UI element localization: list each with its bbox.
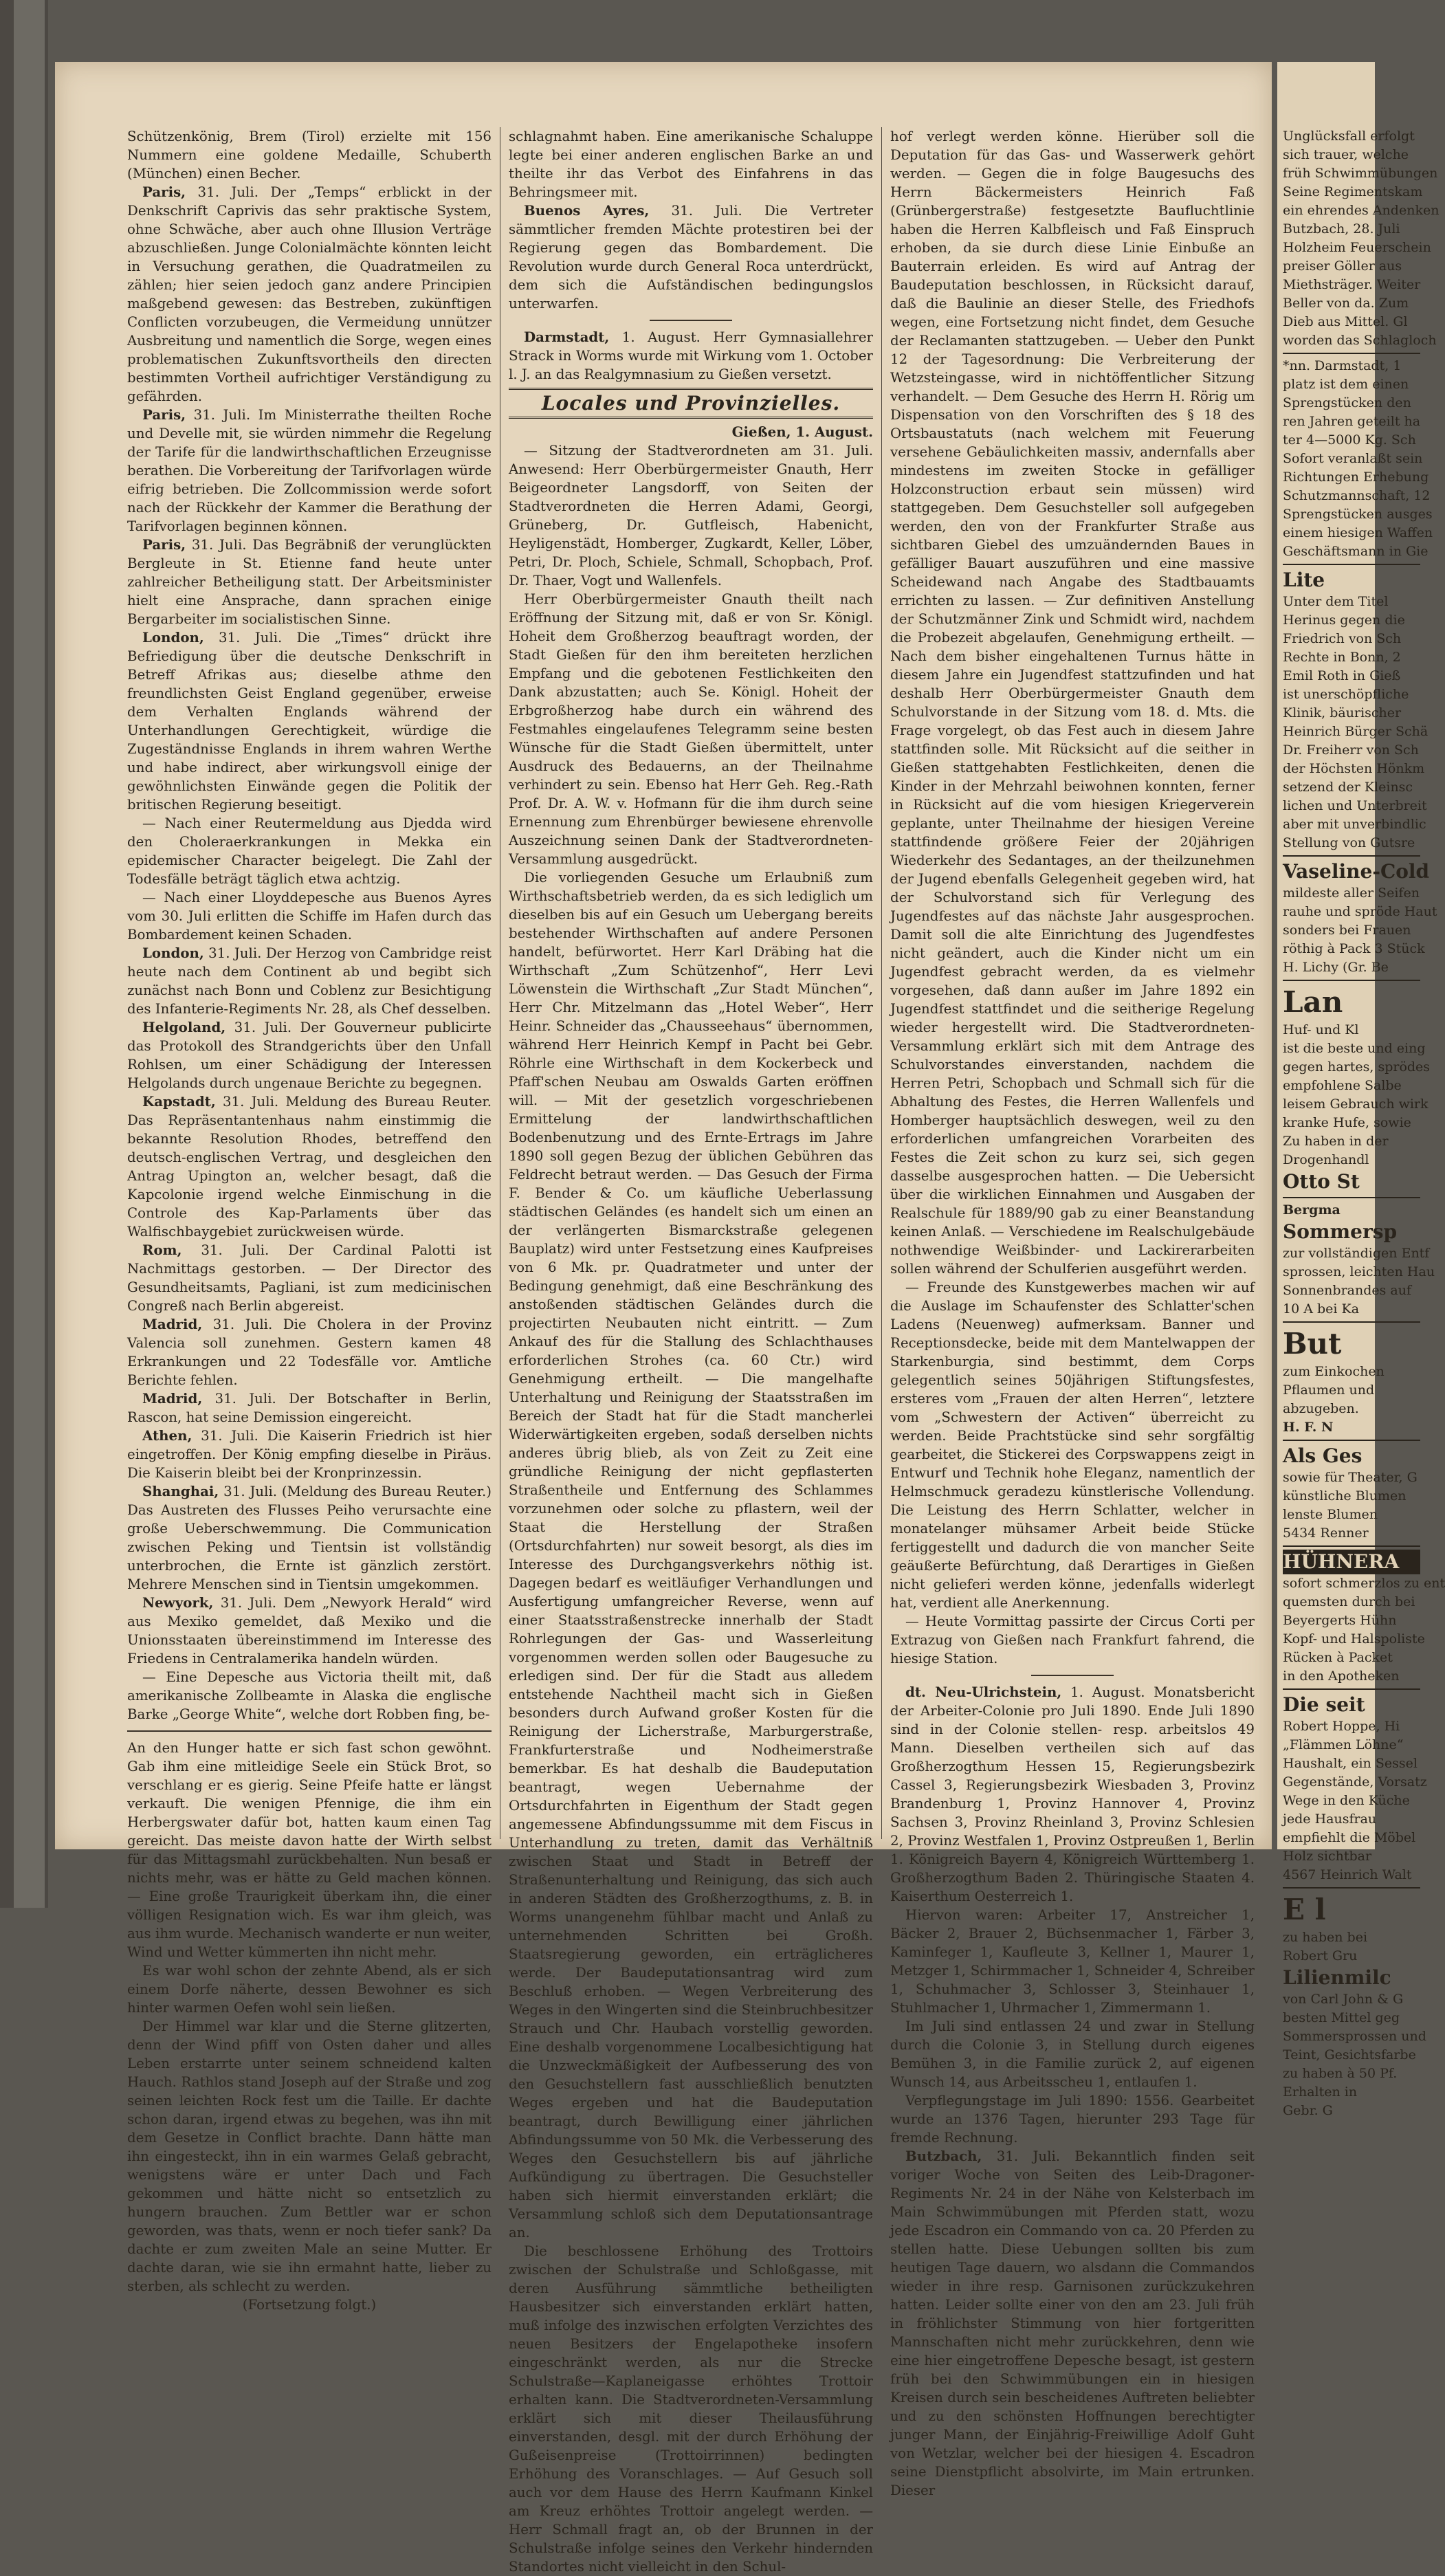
text-line: 5434 Renner [1283,1526,1369,1541]
text-line: Erhalten in [1283,2084,1358,2100]
text-line: Robert Gru [1283,1948,1358,1963]
ad-heading: But [1283,1327,1342,1361]
text-line: H. F. N [1283,1420,1334,1435]
text-line: Schutzmannschaft, 12 [1283,488,1431,503]
text-line: Seine Regimentskam [1283,184,1423,199]
text-line: jede Hausfrau [1283,1812,1377,1827]
text-line: Unter dem Titel [1283,594,1389,609]
article-text: Madrid, 31. Juli. Die Cholera in der Provinz Valencia soll zunehmen. Gestern kamen 48 Erkrankungen und 22 Todesfälle vor. Amtliche Berichte fehlen. [127,1316,492,1388]
text-line: röthig à Pack 3 Stück [1283,941,1425,956]
text-line: leisem Gebrauch wirk [1283,1097,1429,1112]
text-line: ist die beste und eing [1283,1041,1426,1056]
text-line: Butzbach, 28. Juli [1283,221,1400,236]
text-line: Haushalt, ein Sessel [1283,1756,1418,1771]
text-line: Beller von da. Zum [1283,296,1409,311]
article-text: Athen, 31. Juli. Die Kaiserin Friedrich ist hier eingetroffen. Der König empfing dieselbe in Piräus. Die Kaiserin bleibt bei der Kronprinzessin. [127,1427,492,1481]
text-line: Rücken à Packet [1283,1650,1393,1665]
text-line: Gebr. G [1283,2103,1333,2118]
text-line: Huf- und Kl [1283,1022,1359,1037]
article-text: — Sitzung der Stadtverordneten am 31. Juli. Anwesend: Herr Oberbürgermeister Gnauth, Herr Beigeordneter Langsdorff, von Seiten der Stadtverordneten die Herren Adami, Georgi, Grüneberg, Dr. Gutfleisch, Habenicht, Heyligenstädt, Homberger, Zugkardt, Keller, Löber, Petri, Dr. Ploch, Schiele, Schmall, Schopbach, Prof. Dr. Thaer, Vogt und Wallenfels. [509,443,873,588]
text-line: zu haben bei [1283,1930,1368,1945]
feuilleton-text: Der Himmel war klar und die Sterne glitzerten, denn der Wind pfiff von Osten daher und alles Leben erstarrte unter seinem schneidend kalten Hauch. Rathlos stand Joseph auf der Straße und zog seinen leichten Rock fest um die Taille. Er dachte schon daran, irgend etwas zu begehen, was ihn mit dem Gesetze in Conflict brachte. Dann hätte man ihn eingesteckt, ihn in ein warmes Gelaß gebracht, wenigstens wäre er unter Dach und Fach gekommen und hätte nicht so entsetzlich zu hungern brauchen. Zum Bettler war er schon geworden, was thats, wenn er noch tiefer sank? Da dachte er zum zweiten Male an seine Mutter. Er dachte daran, wie sie ihn ermahnt hatte, lieber zu sterben, als schlecht zu werden. [127,2018,492,2294]
text-line: Miethsträger. Weiter [1283,277,1421,292]
divider [1283,1688,1420,1690]
text-line: Heinrich Bürger Schä [1283,724,1429,739]
text-line: zur vollständigen Entf [1283,1246,1430,1261]
text-line: worden das Schlagloch [1283,333,1437,348]
text-line: Teint, Gesichtsfarbe [1283,2047,1416,2062]
text-line: Beyergerts Hühn [1283,1613,1397,1628]
ad-heading: Als Ges [1283,1444,1363,1467]
article-text: Rom, 31. Juli. Der Cardinal Palotti ist Nachmittags gestorben. — Der Director des Gesundheitsamts, Pagliani, ist zum medicinischen Congreß nach Berlin abgereist. [127,1242,492,1314]
continuation-note: (Fortsetzung folgt.) [242,2297,377,2313]
ad-heading: E l [1283,1893,1326,1926]
text-line: Richtungen Erhebung [1283,470,1429,485]
article-text: Paris, 31. Juli. Das Begräbniß der verunglückten Bergleute in St. Etienne fand heute unter zahlreicher Betheiligung statt. Der Arbeitsminister hielt eine Ansprache, dann sprachen einige Bergarbeiter im socialistischen Sinne. [127,536,492,627]
text-line: zu haben à 50 Pf. [1283,2066,1398,2081]
text-line: platz ist dem einen [1283,377,1409,392]
text-line: sowie für Theater, G [1283,1470,1418,1485]
ad-heading: Lan [1283,985,1343,1019]
article-text: — Nach einer Lloyddepesche aus Buenos Ayres vom 30. Juli erlitten die Schiffe im Hafen durch das Bombardement keinen Schaden. [127,890,492,943]
text-line: Otto St [1283,1170,1360,1193]
column-rule [881,127,882,1839]
adjacent-page-text [1283,127,1445,2120]
feuilleton-divider [127,1730,492,1732]
article-text: — Eine Depesche aus Victoria theilt mit, daß amerikanische Zollbeamte in Alaska die englische Barke „George White“, welche dort Robben fing, be- [127,1669,492,1722]
article-text: Helgoland, 31. Juli. Der Gouverneur publicirte das Protokoll des Strandgerichts über den Unfall Rohlsen, um einer Schädigung der Interessen Helgolands durch ungenaue Berichte zu begegnen. [127,1019,492,1091]
text-line: *nn. Darmstadt, 1 [1283,358,1402,373]
text-line: von Carl John & G [1283,1992,1404,2007]
article-text: Die beschlossene Erhöhung des Trottoirs zwischen der Schulstraße und Schloßgasse, mit deren Ausführung sämmtliche betheiligten Hausbesitzer sich einverstanden erklärt hatten, muß infolge des inzwischen erfolgten Verzichtes des neuen Besitzers der Engelapotheke insofern eingeschränkt werden, als nur die Strecke Schulstraße—Kaplaneigasse erhöhtes Trottoir erhalten kann. Die Stadtverordneten-Versammlung erklärt sich mit dieser Theilausführung einverstanden, desgl. mit der durch Erhöhung der Gußeisenpreise (Trottoirrinnen) bedingten Erhöhung des Voranschlages. — Auf Gesuch soll auch vor dem Hause des Herrn Kaufmann Kinkel am Kreuz erhöhtes Trottoir angelegt werden. — Herr Schmall fragt an, ob der Brunnen in der Schulstraße infolge seines den Verkehr hindernden Standortes nicht vielleicht in den Schul- [509,2243,873,2575]
divider [1283,1321,1420,1323]
article-text: Paris, 31. Juli. Der „Temps“ erblickt in der Denkschrift Caprivis das sehr praktische System, ohne Schwäche, aber auch ohne Illusion Verträge abzuschließen. Junge Colonialmächte könnten leicht in Versuchung gerathen, die Quadratmeilen zu zählen; hier seien jedoch ganz andere Principien maßgebend gewesen: das Bestreben, zukünftigen Conflicten vorzubeugen, die Vermeidung unnützer Ausbreitung und namentlich die Sorge, wegen eines problematischen Zukunftsvortheils den directen bestimmten Vortheil aufrichtiger Verständigung zu gefährden. [127,184,492,404]
article-text: hof verlegt werden könne. Hierüber soll die Deputation für das Gas- und Wasserwerk gehört werden. — Gegen die in folge Baugesuchs des Herrn Bäckermeisters Heinrich Faß (Grünbergerstraße) festgesetzte Baufluchtlinie haben die Herren Kalbfleisch und Faß Einspruch erhoben, da sie durch diese Linie Einbuße an Bauterrain erleiden. Es wird auf Antrag der Baudeputation beschlossen, in Rücksicht darauf, daß die Baulinie an dieser Stelle, des Friedhofs wegen, eine Fortsetzung nicht findet, dem Gesuche der Reclamanten stattzugeben. — Ueber den Punkt 12 der Tagesordnung: Die Verbreiterung der Wetzsteingasse, wird in nichtöffentlicher Sitzung verhandelt. — Dem Gesuche des Herrn H. Rörig um Dispensation von den Vorschriften des § 18 des Ortsbaustatuts (nach welchem mit Feuerung versehene Gebäulichkeiten massiv, andernfalls aber mindestens im zweiten Stocke in gefälliger Holzconstruction erbaut sein müssen) wird stattgegeben. Dem Gesuchsteller soll aufgegeben werden, den von der Frankfurter Straße aus sichtbaren Giebel des umzuändernden Baues in gefälliger Bauart auszuführen und eine massive Scheidewand nach Angabe des Stadtbauamts errichten zu lassen. — Zur definitiven Anstellung der Schutzmänner Zink und Schmidt wird, nachdem die Probezeit abgelaufen, Genehmigung ertheilt. — Nach dem bisher eingehaltenen Turnus hätte in diesem Jahre ein Jugendfest stattzufinden und hat deshalb Herr Oberbürgermeister Gnauth dem Schulvorstande in der Sitzung vom 18. d. Mts. die Frage vorgelegt, ob das Fest auch in diesem Jahre stattfinden solle. Mit Rücksicht auf die seither in Gießen stattgehabten Festlichkeiten, denen die Kinder in der Mehrzahl beiwohnen konnten, ferner in Rücksicht auf die vom hiesigen Kriegerverein geplante, unter Theilnahme der hiesigen Vereine stattfindende größere Feier der 20jährigen Wiederkehr des Sedantages, an der theilzunehmen der Jugend ebenfalls Gelegenheit gegeben wird, hat der Schulvorstand sich für Verlegung des Jugendfestes auf das nächste Jahr ausgesprochen. Damit soll die alte Einrichtung des Jugendfestes nicht geändert, auch die Kinder nicht um ein Jugendfest gebracht werden, da es vielmehr vorgesehen, daß dann außer im Jahre 1892 ein Jugendfest stattfindet und die seitherige Regelung wieder hergestellt wird. Die Stadtverordneten-Versammlung erklärt sich mit dem Antrage des Schulvorstandes einverstanden, nachdem die Herren Petri, Schopbach und Schmall sich für die Abhaltung des Festes, die Herren Wallenfels und Homberger hauptsächlich deswegen, weil zu den erforderlichen umfangreichen Vorarbeiten des Festes die Zeit schon zu kurz sei, sich gegen dasselbe ausgesprochen hatten. — Die Uebersicht über die wirklichen Einnahmen und Ausgaben der Realschule für 1889/90 gab zu einer Beanstandung keinen Anlaß. — Verschiedene im Realschulgebäude nothwendige Weißbinder- und Lackirerarbeiten sollen während der Schulferien ausgeführt werden. [890,129,1255,1277]
text-line: „Flämmen Löhne“ [1283,1737,1404,1752]
article-text: — Heute Vormittag passirte der Circus Corti per Extrazug von Gießen nach Frankfurt fahrend, die hiesige Station. [890,1614,1255,1666]
text-line: Sommersprossen und [1283,2029,1426,2044]
text-line: besten Mittel geg [1283,2010,1400,2025]
text-line: lenste Blumen [1283,1507,1378,1522]
text-line: lichen und Unterbreit [1283,798,1427,813]
divider [1283,980,1420,981]
divider [1283,855,1420,857]
article-text: — Freunde des Kunstgewerbes machen wir auf die Auslage im Schaufenster des Schlatter'schen Ladens (Neuenweg) aufmerksam. Banner und Receptionsdecke, beide mit dem Mantelwappen der Starkenburgia, sind bestimmt, dem Corps gelegentlich seines 50jährigen Stiftungsfestes, ersteres vom „Frauen der alten Herren“, letztere vom „Schwestern der Activen“ überreicht zu werden. Beide Prachtstücke sind sehr sorgfältig gearbeitet, die Stickerei des Corpswappens zeigt in Entwurf und Technik hohe Eleganz, namentlich der Helmschmuck geradezu künstlerische Vollendung. Die Leistung des Herrn Schlatter, welcher in monatelanger mühsamer Arbeit beide Stücke fertiggestellt und dadurch die von mancher Seite geäußerte Befürchtung, daß Derartiges in Gießen nicht gelieferi werden könne, jedenfalls widerlegt hat, verdient alle Anerkennung. [890,1279,1255,1611]
article-text: Butzbach, 31. Juli. Bekanntlich finden seit voriger Woche von Seiten des Leib-Dragoner-Regiments Nr. 24 in der Nähe von Kelsterbach im Main Schwimmübungen mit Pferden statt, wozu jede Escadron ein Commando von ca. 20 Pferden zu stellen hatte. Diese Uebungen sollten bis zum heutigen Tage dauern, wo alsdann die Commandos wieder in ihre resp. Garnisonen zurückzukehren hatten. Leider sollte einer von den am 23. Juli früh in fröhlichster Stimmung von hier fortgeritten Mannschaften nicht mehr zurückkehren, denn wie eine hier eingetroffene Depesche besagt, ist gestern früh bei den Schwimmübungen ein in hiesigen Kreisen durch sein bescheidenes Auftreten beliebter und zu den schönsten Hoffnungen berechtigter junger Mann, der Einjährig-Freiwillige Adolf Guht von Wetzlar, welcher bei der hiesigen 4. Escadron seine Dienstpflicht absolvirte, im Main ertrunken. Dieser [890,2148,1255,2498]
text-line: ren Jahren geteilt ha [1283,414,1421,429]
text-line: sonders bei Frauen [1283,923,1411,938]
article-text: Schützenkönig, Brem (Tirol) erzielte mit 156 Nummern eine goldene Medaille, Schuberth (München) einen Becher. [127,129,492,181]
text-line: sofort schmerzlos zu ent [1283,1576,1445,1591]
text-line: Sprengstücken ausges [1283,507,1433,522]
ad-heading: HÜHNERA [1283,1550,1420,1574]
article-text: Herr Oberbürgermeister Gnauth theilt nach Eröffnung der Sitzung mit, daß er von Sr. Königl. Hoheit dem Großherzog beauftragt worden, der Stadt Gießen für den ihm bereiteten herzlichen Empfang und die gebotenen Festlichkeiten den Dank abzustatten; auch Se. Königl. Hoheit der Erbgroßherzog habe durch ein während des Festmahles eingelaufenes Telegramm seine besten Wünsche für die Stadt Gießen übermittelt, unter Ausdruck des Bedauerns, an der Theilnahme verhindert zu sein. Ebenso hat Herr Geh. Reg.-Rath Prof. Dr. A. W. v. Hofmann für die ihm durch seine Ernennung zum Ehrenbürger bewiesene ehrenvolle Auszeichnung seinen Dank der Stadtverordneten-Versammlung ausgedrückt. [509,591,873,867]
article-text: — Nach einer Reutermeldung aus Djedda wird den Choleraerkrankungen in Mekka ein epidemischer Character beigelegt. Die Zahl der Todesfälle beträgt täglich etwa achtzig. [127,815,492,887]
text-line: Holzheim Feuerschein [1283,240,1431,255]
text-line: Lilienmilc [1283,1966,1391,1989]
article-text: Madrid, 31. Juli. Der Botschafter in Berlin, Rascon, hat seine Demission eingereicht. [127,1390,492,1425]
article-divider [1031,1675,1114,1676]
text-line: Geschäftsmann in Gie [1283,544,1429,559]
text-line: künstliche Blumen [1283,1488,1407,1504]
article-text: Buenos Ayres, 31. Juli. Die Vertreter sämmtlicher fremden Mächte protestiren bei der Regierung gegen das Bombardement. Die Revolution wurde durch General Roca unterdrückt, dem sich die Aufständischen bedingungslos unterwarfen. [509,202,874,311]
text-line: rauhe und spröde Haut [1283,904,1437,919]
divider [1283,564,1420,565]
newspaper-page [55,62,1272,2575]
article-text: Darmstadt, 1. August. Herr Gymnasiallehrer Strack in Worms wurde mit Wirkung vom 1. October l. J. an das Realgymnasium zu Gießen versetzt. [509,329,873,382]
text-line: Zu haben in der [1283,1134,1389,1149]
text-line: zum Einkochen [1283,1364,1385,1379]
column-3 [890,127,1255,2498]
text-line: Sonnenbrandes auf [1283,1283,1412,1298]
text-line: Gegenstände, Vorsatz [1283,1774,1427,1790]
text-line: in den Apotheken [1283,1669,1400,1684]
text-line: ein ehrendes Andenken [1283,203,1440,218]
text-line: aber mit unverbindlic [1283,817,1426,832]
ad-heading: Sommersp [1283,1220,1398,1243]
adjacent-page [1277,62,1445,2118]
text-line: Friedrich von Sch [1283,631,1402,646]
text-line: 4567 Heinrich Walt [1283,1867,1412,1882]
ad-heading: Vaseline-Cold [1283,860,1430,883]
text-line: Sofort veranlaßt sein [1283,451,1423,466]
text-line: Herinus gegen die [1283,613,1405,628]
article-text: Die vorliegenden Gesuche um Erlaubniß zum Wirthschaftsbetrieb werden, da es sich lediglich um dieselben bis auf ein Gesuch um Uebergang bereits bestehender Wirthschaften auf andere Personen handelt, befürwortet. Herr Karl Dräbing hat die Wirthschaft „Zum Schützenhof“, Herr Levi Löwenstein die Wirthschaft „Zur Stadt München“, Herr Chr. Mitzelmann das „Hotel Weber“, Herr Heinr. Schneider das „Chausseehaus“ übernommen, während Herr Heinrich Kempf in Pacht bei Gebr. Röhrle eine Wirthschaft in dem Kockerbeck und Pfaff'schen Neubau am Oswalds Garten eröffnen will. — Mit der gesetzlich vorgeschriebenen Ermittelung der landwirthschaftlichen Bodenbenutzung und des Ernte-Ertrags im Jahre 1890 soll gegen Bezug der üblichen Gebühren das Feldrecht betraut werden. — Das Gesuch der Firma F. Bender & Co. um käufliche Ueberlassung städtischen Geländes (es handelt sich um einen an der verlängerten Bismarckstraße gelegenen Bauplatz) wird unter Festsetzung eines Kaufpreises von 6 Mk. pr. Quadratmeter und unter der Bedingung genehmigt, daß eine Beschränkung des anstoßenden städtischen Geländes durch die projectirten Neubauten nicht eintritt. — Zum Ankauf des für die Stallung des Schlachthauses erforderlichen Strohes (ca. 60 Ctr.) wird Genehmigung ertheilt. — Die mangelhafte Unterhaltung und Reinigung der Staatsstraßen im Bereich der Stadt hat für die Stadt mancherlei Widerwärtigkeiten ergeben, sodaß derselben nichts anderes übrig blieb, als von Zeit zu Zeit eine gründliche Reinigung der nicht gepflasterten Straßentheile und Entfernung des Schlammes vorzunehmen oder solche zu pflastern, weil der Staat die Herstellung der Straßen (Ortsdurchfahrten) nur soweit besorgt, als dies im Interesse des Durchgangsverkehrs nöthig ist. Dagegen bedarf es weitläufiger Verhandlungen und Ausfertigung umfangreicher Reverse, wenn auf einer Staatsstraßenstrecke innerhalb der Stadt Rohrlegungen der Gas- und Wasserleitung vorgenommen werden sollen oder Baugesuche zu erledigen sind. Der für die Stadt aus alledem entstehende Nachtheil macht sich in Gießen besonders durch Aufwand großer Kosten für die Reinigung der Licherstraße, Marburgerstraße, Frankfurterstraße und Nodheimerstraße bemerkbar. Es hat deshalb die Baudeputation beantragt, wegen Uebernahme der Ortsdurchfahrten in Eigenthum der Stadt gegen angemessene Abfindungssumme mit dem Fiscus in Unterhandlung zu treten, damit das Verhältniß zwischen Staat und Stadt in Betreff der Straßenunterhaltung und Reinigung, das sich auch in anderen Städten des Großherzogthums, z. B. in Worms unangenehm fühlbar macht und Anlaß zu unternehmenden Schritten bei Großh. Staatsregierung geworden, ein erträglicheres werde. Der Baudeputationsantrag wird zum Beschluß erhoben. — Wegen Verbreiterung des Weges in den Wingerten sind die Steinbruchbesitzer Strauch und Chr. Haubach vorstellig geworden. Eine deshalb vorgenommene Localbesichtigung hat die Unzweckmäßigkeit der Aufbesserung des von den Gesuchstellern fast ausschließlich benutzten Weges ergeben und hat die Baudeputation beantragt, durch Bewilligung einer jährlichen Abfindungssumme von 50 Mk. die Verbesserung des Weges den Gesuchstellern bis auf jährliche Aufkündigung zu übertragen. Die Gesuchsteller haben sich hiermit einverstanden erklärt; die Versammlung schloß sich dem Deputationsantrage an. [509,870,873,2241]
divider [1283,1545,1420,1547]
text-line: Stellung von Gutsre [1283,835,1415,850]
text-line: mildeste aller Seifen [1283,885,1420,901]
article-text: Paris, 31. Juli. Im Ministerrathe theilten Roche und Develle mit, sie würden nimmehr die Regelung der Tarife für die landwirthschaftlichen Erzeugnisse berathen. Die Vorbereitung der Tarifvorlagen würde eifrig betrieben. Die Zollcommission werde sofort nach der Rückkehr der Kammer die Berathung der Tarifvorlagen beginnen können. [127,406,492,534]
text-line: 10 A bei Ka [1283,1301,1360,1317]
text-line: Dr. Freiherr von Sch [1283,742,1419,758]
text-line: Pflaumen und [1283,1383,1375,1398]
text-line: Robert Hoppe, Hi [1283,1719,1400,1734]
text-line: Sprengstücken den [1283,395,1411,410]
text-line: kranke Hufe, sowie [1283,1115,1411,1130]
text-line: H. Lichy (Gr. Be [1283,960,1389,975]
section-rule [509,388,873,390]
text-line: Klinik, bäurischer [1283,705,1402,720]
text-line: Drogenhandl [1283,1152,1369,1167]
column-1 [127,127,492,2313]
text-line: empfohlene Salbe [1283,1078,1402,1093]
article-text: Newyork, 31. Juli. Dem „Newyork Herald“ wird aus Mexiko gemeldet, daß Mexiko und die Unionsstaaten übereinstimmend im Interesse des Friedens in Centralamerika handeln würden. [127,1594,492,1666]
ad-heading: Die seit [1283,1693,1365,1716]
ad-heading: Bergma [1283,1202,1341,1218]
article-text: dt. Neu-Ulrichstein, 1. August. Monatsbericht der Arbeiter-Colonie pro Juli 1890. Ende Juli 1890 sind in der Colonie stellen- resp. arbeitslos 49 Mann. Dieselben vertheilen sich auf das Großherzogthum Hessen 15, Regierungsbezirk Cassel 3, Regierungsbezirk Wiesbaden 3, Provinz Brandenburg 1, Provinz Hannover 4, Provinz Sachsen 3, Provinz Rheinland 3, Provinz Schlesien 2, Provinz Westfalen 1, Provinz Ostpreußen 1, Berlin 1. Königreich Bayern 4, Königreich Württemberg 1. Großherzogthum Baden 2. Thüringische Staaten 4. Kaiserthum Oesterreich 1. [890,1684,1255,1904]
text-line: Emil Roth in Gieß [1283,668,1401,683]
article-text: Shanghai, 31. Juli. (Meldung des Bureau Reuter.) Das Austreten des Flusses Peiho verursachte eine große Ueberschwemmung. Die Communication zwischen Peking und Tientsin ist vollständig unterbrochen, die Ernte ist gänzlich zerstört. Mehrere Menschen sind in Tientsin umgekommen. [127,1483,492,1592]
article-text: Kapstadt, 31. Juli. Meldung des Bureau Reuter. Das Repräsentantenhaus nahm einstimmig die bekannte Resolution Rhodes, betreffend den deutsch-englischen Vertrag, und desgleichen den Antrag Upington an, welcher besagt, daß die Kapcolonie irgend welche Einmischung in die Controle des Kap-Parlaments über das Walfischbaygebiet zurückweisen würde. [127,1093,492,1240]
text-line: abzugeben. [1283,1401,1359,1416]
article-text: London, 31. Juli. Der Herzog von Cambridge reist heute nach dem Continent ab und begibt sich zunächst nach Bonn und Coblenz zur Besichtigung des Infanterie-Regiments Nr. 28, als Chef desselben. [127,945,492,1017]
text-line: setzend der Kleinsc [1283,780,1413,795]
feuilleton-text: Es war wohl schon der zehnte Abend, als er sich einem Dorfe näherte, dessen Bewohner es sich hinter warmen Oefen wohl sein ließen. [127,1963,492,2016]
text-line: einem hiesigen Waffen [1283,525,1433,540]
text-line: gegen hartes, sprödes [1283,1059,1431,1075]
text-line: Rechte in Bonn, 2 [1283,650,1401,665]
text-line: sich trauer, welche [1283,147,1409,162]
article-divider [650,320,732,321]
text-line: empfiehlt die Möbel [1283,1830,1416,1845]
text-line: preiser Göller aus [1283,258,1402,274]
text-line: Wege in den Küche [1283,1793,1410,1808]
ad-heading: Lite [1283,569,1325,591]
text-line: sprossen, leichten Hau [1283,1264,1435,1279]
section-rule [509,417,873,419]
text-line: Kopf- und Halspoliste [1283,1631,1425,1647]
text-line: Unglücksfall erfolgt [1283,129,1415,144]
book-spine-strip [14,0,45,1908]
article-text: Im Juli sind entlassen 24 und zwar in Stellung durch die Colonie 3, in Stellung durch eigenes Bemühen 3, in die Familie zurück 2, auf eigenen Wunsch 14, aus Arbeitsscheu 1, entlaufen 1. [890,2018,1255,2090]
dateline: Gießen, 1. August. [731,423,873,440]
divider [1283,1887,1420,1889]
divider [1283,1440,1420,1441]
article-text: Verpflegungstage im Juli 1890: 1556. Gearbeitet wurde an 1376 Tagen, hierunter 293 Tage für fremde Rechnung. [890,2093,1255,2146]
feuilleton-text: An den Hunger hatte er sich fast schon gewöhnt. Gab ihm eine mitleidige Seele ein Stück Brot, so verschlang er es gierig. Seine Pfeife hatte er längst verkauft. Die wenigen Pfennige, die ihm ein Herbergswater dafür bot, hatten kaum einen Tag gereicht. Das meiste davon hatte der Wirth selbst für das Mittagsmahl zurückbehalten. Nun besaß er nichts mehr, was er hätte zu Geld machen können. — Eine große Traurigkeit überkam ihn, die einer völligen Resignation wich. Es war ihm gleich, was aus ihm wurde. Mechanisch wanderte er nun weiter, Wind und Wetter kümmerten ihn nicht mehr. [127,1740,492,1960]
divider [1283,353,1420,354]
divider [1283,1197,1420,1198]
text-line: früh Schwimmübungen [1283,166,1438,181]
text-line: der Höchsten Hönkm [1283,761,1425,776]
section-heading: Locales und Provinzielles. [541,392,841,415]
text-line: Holz sichtbar [1283,1849,1372,1864]
text-line: ist unerschöpfliche [1283,687,1409,702]
article-text: Hiervon waren: Arbeiter 17, Anstreicher 1, Bäcker 2, Brauer 2, Büchsenmacher 1, Färber 3, Kaminfeger 1, Kaufleute 3, Kellner 1, Maurer 1, Metzger 1, Schirmmacher 1, Schneider 4, Schreiber 1, Schuhmacher 3, Schlosser 3, Steinhauer 1, Stuhlmacher 1, Uhrmacher 1, Zimmermann 1. [890,1907,1255,2016]
text-line: Dieb aus Mittel. Gl [1283,314,1408,329]
article-text: London, 31. Juli. Die „Times“ drückt ihre Befriedigung über die deutsche Denkschrift in Betreff Afrikas aus; dieselbe athme den freundlichsten Geist England gegenüber, erweise dem Verhalten Englands während der Unterhandlungen Gerechtigkeit, würdige die Zugeständnisse Englands in ihrem wahren Werthe und habe indirect, aber wirkungsvoll einige der gewöhnlichsten Einwände gegen die Politik der britischen Regierung beseitigt. [127,629,492,813]
text-line: ter 4—5000 Kg. Sch [1283,432,1416,448]
text-line: quemsten durch bei [1283,1594,1415,1609]
column-2 [509,127,874,2575]
article-text: schlagnahmt haben. Eine amerikanische Schaluppe legte bei einer anderen englischen Barke an und theilte ihr das Verbot des Einfahrens in das Behringsmeer mit. [509,129,873,200]
